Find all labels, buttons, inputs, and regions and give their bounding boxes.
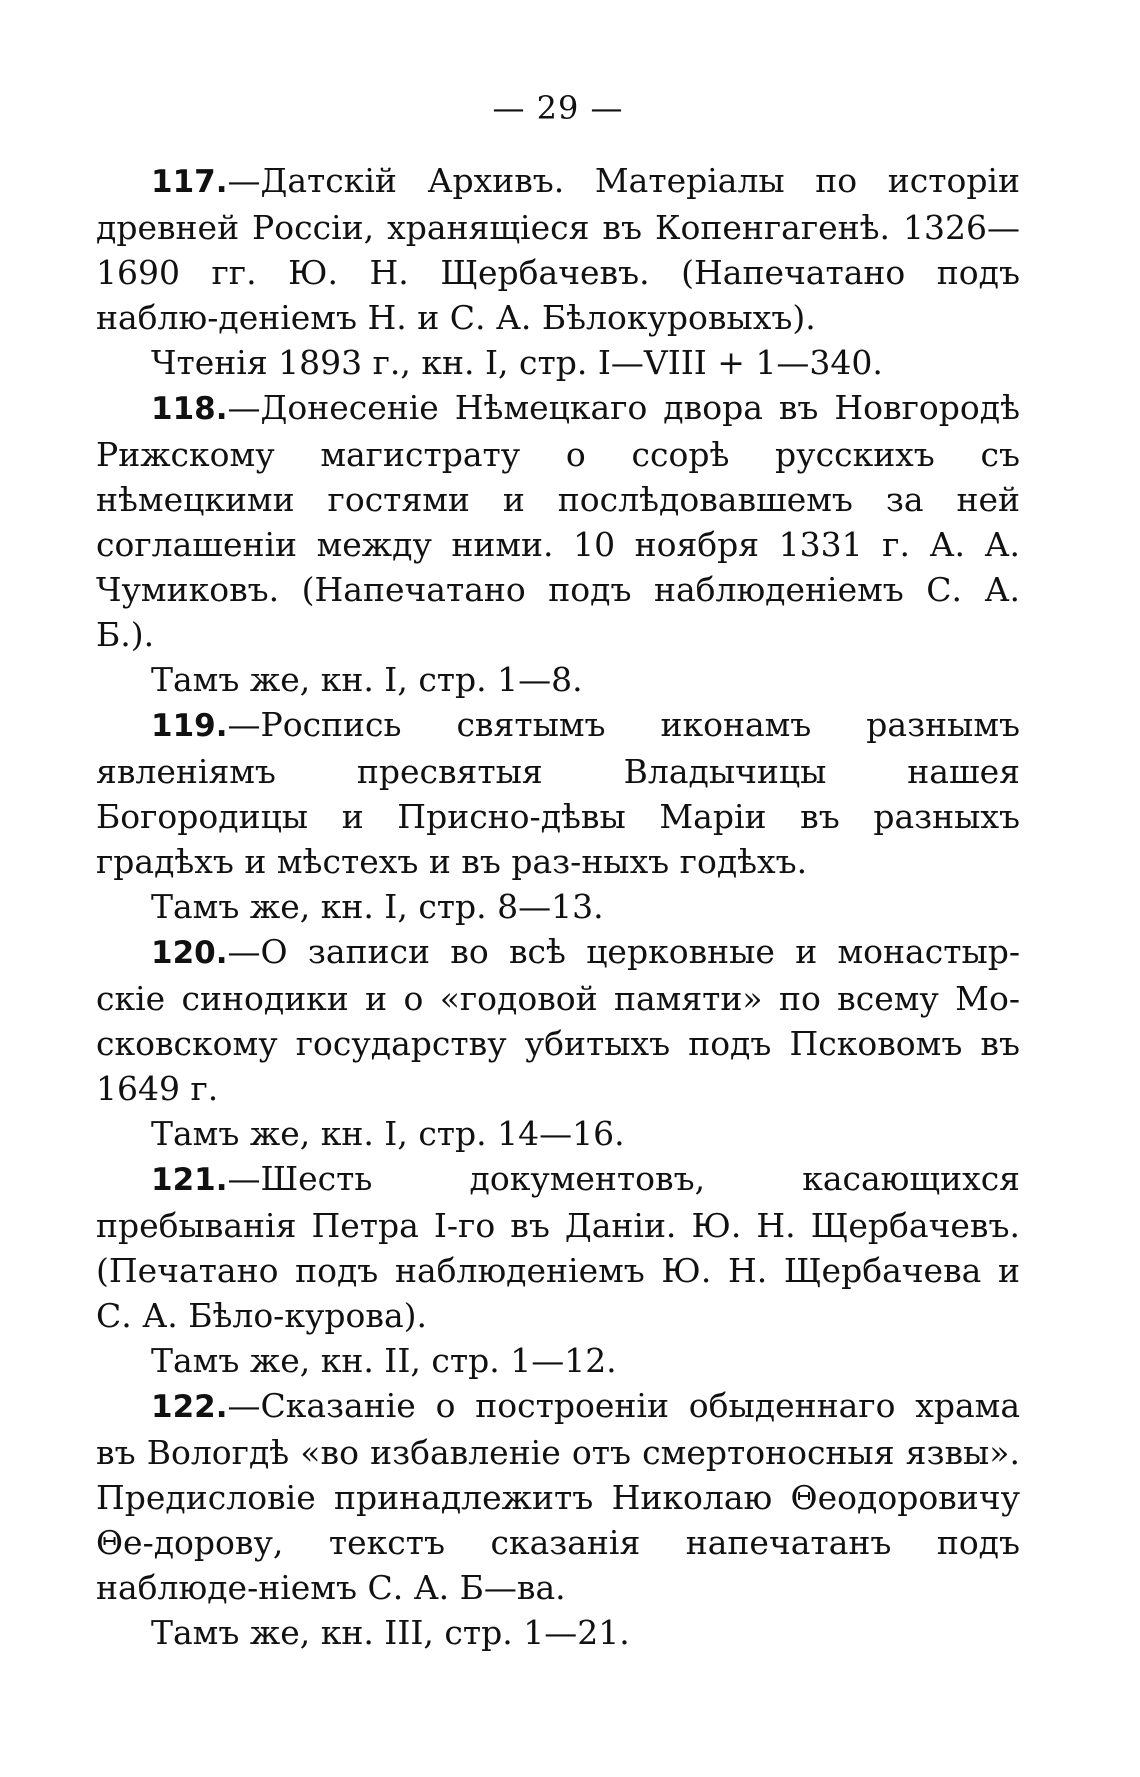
entry-text [96, 702, 1020, 884]
entry-description: —Донесеніе Нѣмецкаго двора въ Новгородѣ Рижскому магистрату о ссорѣ русскихъ съ нѣмецкими гостями и послѣдовавшемъ за ней соглашеніи между ними. 10 ноября 1331 г. А. А. Чумиковъ. (Напечатано подъ наблюденіемъ С. А. Б.). [96, 388, 1020, 654]
entry-description: —Сказаніе о построеніи обыденнаго храма въ Вологдѣ «во избавленіе отъ смертоносныя язвы». Предисловіе принадлежитъ Николаю Θеодоровичу Θе-дорову, текстъ сказанія напечатанъ подъ наблюде-ніемъ С. А. Б—ва. [96, 1386, 1020, 1607]
entry-description: —Роспись святымъ иконамъ разнымъ явленіямъ пресвятыя Владычицы нашея Богородицы и Присно-дѣвы Маріи въ разныхъ градѣхъ и мѣстехъ и въ раз-ныхъ годѣхъ. [96, 705, 1020, 881]
entry-119 [96, 702, 1020, 929]
entry-description: —Шесть документовъ, касающихся пребыванія Петра I-го въ Даніи. Ю. Н. Щербачевъ. (Печатано подъ наблюденіемъ Ю. Н. Щербачева и С. А. Бѣло-курова). [96, 1159, 1020, 1335]
entry-text [96, 929, 1020, 1111]
entry-text [96, 385, 1020, 657]
entry-118 [96, 385, 1020, 702]
entry-source: Чтенія 1893 г., кн. I, стр. I—VIII + 1—340. [151, 343, 883, 382]
entry-source: Тамъ же, кн. III, стр. 1—21. [151, 1613, 630, 1652]
entry-source: Тамъ же, кн. I, стр. 1—8. [151, 660, 583, 699]
entry-number: 118. [151, 391, 228, 427]
entry-description: —О записи во всѣ церковные и монастыр-скіе синодики и о «годовой памяти» по всему Мо-сковскому государству убитыхъ подъ Псковомъ въ 1649 г. [96, 932, 1020, 1108]
entry-122 [96, 1383, 1020, 1655]
entry-number: 117. [151, 164, 228, 200]
entry-source: Тамъ же, кн. I, стр. 14—16. [151, 1114, 625, 1153]
entry-number: 119. [151, 708, 228, 744]
entry-text [96, 1156, 1020, 1338]
entry-text [96, 1383, 1020, 1610]
entry-number: 121. [151, 1162, 228, 1198]
entry-description: —Датскій Архивъ. Матеріалы по исторіи древней Россіи, хранящіеся въ Копенгагенѣ. 1326—1690 гг. Ю. Н. Щербачевъ. (Напечатано подъ наблю-деніемъ Н. и С. А. Бѣлокуровыхъ). [96, 161, 1020, 337]
entry-120 [96, 929, 1020, 1156]
entry-source: Тамъ же, кн. I, стр. 8—13. [151, 887, 604, 926]
entry-text [96, 158, 1020, 340]
entry-121 [96, 1156, 1020, 1383]
page-number: — 29 — [492, 89, 624, 127]
entry-number: 120. [151, 935, 228, 971]
entry-117 [96, 158, 1020, 385]
entry-number: 122. [151, 1389, 228, 1425]
entry-source: Тамъ же, кн. II, стр. 1—12. [151, 1341, 617, 1380]
